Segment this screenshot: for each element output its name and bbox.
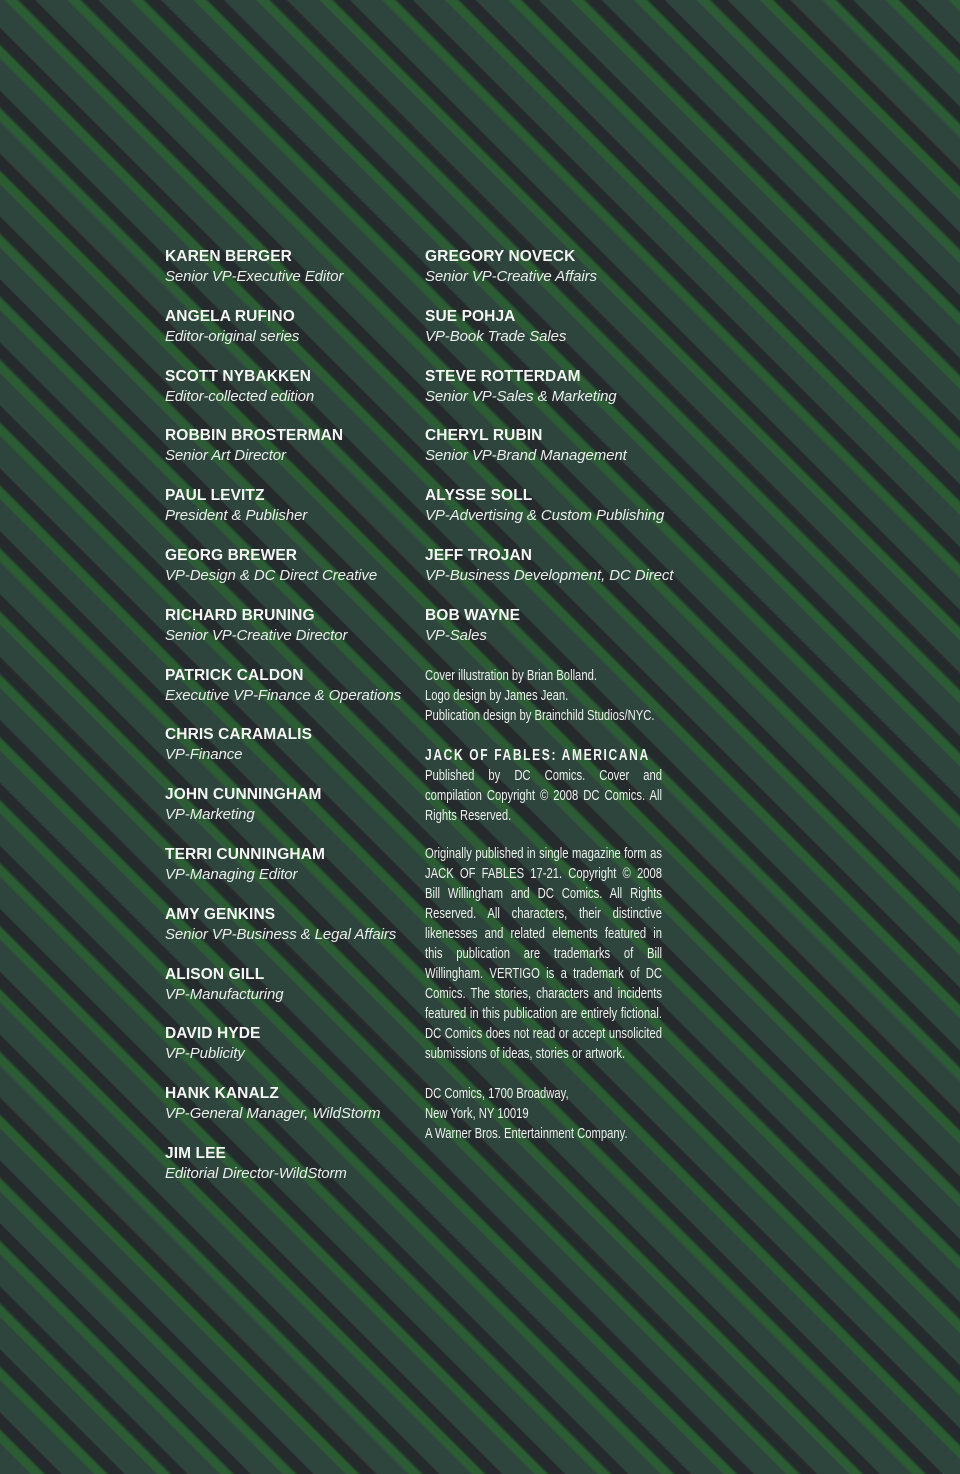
staff-name: TERRI CUNNINGHAM bbox=[165, 845, 326, 863]
staff-credit-entry bbox=[425, 426, 745, 466]
staff-name: HANK KANALZ bbox=[165, 1085, 279, 1103]
staff-title: VP-Publicity bbox=[165, 1045, 245, 1063]
production-credit-line: Logo design by James Jean. bbox=[425, 686, 569, 704]
staff-name: SCOTT NYBAKKEN bbox=[165, 367, 312, 385]
staff-name: ALISON GILL bbox=[165, 965, 265, 983]
staff-credit-entry bbox=[165, 247, 425, 287]
staff-name: BOB WAYNE bbox=[425, 606, 521, 624]
staff-title: VP-Finance bbox=[165, 746, 243, 764]
staff-credit-entry bbox=[165, 606, 425, 646]
staff-title: VP-Advertising & Custom Publishing bbox=[425, 507, 665, 525]
staff-name: STEVE ROTTERDAM bbox=[425, 367, 581, 385]
staff-credit-entry bbox=[165, 546, 425, 586]
staff-name: JEFF TROJAN bbox=[425, 546, 533, 564]
staff-title: Senior VP-Business & Legal Affairs bbox=[165, 925, 397, 943]
staff-credit-entry bbox=[425, 486, 745, 526]
staff-name: CHRIS CARAMALIS bbox=[165, 726, 313, 744]
staff-title: VP-Sales bbox=[425, 626, 487, 644]
staff-name: RICHARD BRUNING bbox=[165, 606, 315, 624]
staff-credit-entry bbox=[425, 546, 745, 586]
staff-name: JIM LEE bbox=[165, 1144, 226, 1162]
production-credits bbox=[425, 666, 662, 726]
staff-credit-entry bbox=[165, 845, 425, 885]
indicia-block bbox=[425, 666, 662, 1144]
staff-name: DAVID HYDE bbox=[165, 1025, 261, 1043]
staff-credit-entry bbox=[165, 1084, 425, 1124]
staff-title: VP-Manufacturing bbox=[165, 985, 284, 1003]
address-line: DC Comics, 1700 Broadway, bbox=[425, 1084, 569, 1102]
staff-credit-entry bbox=[165, 426, 425, 466]
staff-title: Editorial Director-WildStorm bbox=[165, 1164, 347, 1182]
publisher-address bbox=[425, 1084, 662, 1144]
staff-name: AMY GENKINS bbox=[165, 905, 276, 923]
legal-paragraph: Originally published in single magazine form as JACK OF FABLES 17-21. Copyright © 2008 Bill Willingham and DC Comics. All Rights Reserved. All characters, their distinctive likenesses and related elements featured in this publication are trademarks of Bill Willingham. VERTIGO is a trademark of DC Comics. The stories, characters and incidents featured in this publication are entirely fictional. DC Comics does not read or accept unsolicited submissions of ideas, stories or artwork. bbox=[425, 844, 662, 1062]
staff-title: Executive VP-Finance & Operations bbox=[165, 686, 401, 704]
staff-name: JOHN CUNNINGHAM bbox=[165, 786, 322, 804]
staff-title: Editor-original series bbox=[165, 327, 300, 345]
staff-title: VP-Managing Editor bbox=[165, 865, 298, 883]
staff-credit-entry bbox=[165, 1024, 425, 1064]
book-title: JACK OF FABLES: AMERICANA bbox=[425, 746, 650, 764]
staff-title: Senior Art Director bbox=[165, 447, 286, 465]
staff-credit-entry bbox=[425, 247, 745, 287]
staff-title: VP-Marketing bbox=[165, 806, 255, 824]
staff-name: SUE POHJA bbox=[425, 307, 516, 325]
staff-credit-entry bbox=[165, 965, 425, 1005]
staff-title: Senior VP-Executive Editor bbox=[165, 268, 344, 285]
staff-name: CHERYL RUBIN bbox=[425, 427, 543, 445]
staff-credit-entry bbox=[165, 666, 425, 706]
staff-title: VP-Design & DC Direct Creative bbox=[165, 566, 378, 584]
staff-credit-entry bbox=[425, 367, 745, 407]
staff-name: PAUL LEVITZ bbox=[165, 487, 265, 505]
staff-title: Editor-collected edition bbox=[165, 387, 315, 405]
staff-title: VP-Book Trade Sales bbox=[425, 327, 567, 345]
staff-credit-entry bbox=[165, 367, 425, 407]
staff-credit-entry bbox=[165, 486, 425, 526]
staff-credit-entry bbox=[425, 307, 745, 347]
address-line: New York, NY 10019 bbox=[425, 1104, 529, 1122]
staff-credit-entry bbox=[165, 307, 425, 347]
staff-title: VP-General Manager, WildStorm bbox=[165, 1105, 381, 1123]
staff-name: GREGORY NOVECK bbox=[425, 248, 576, 265]
staff-title: Senior VP-Brand Management bbox=[425, 447, 627, 465]
staff-title: Senior VP-Sales & Marketing bbox=[425, 387, 617, 405]
staff-name: PATRICK CALDON bbox=[165, 666, 304, 684]
staff-credits-right-column bbox=[425, 247, 745, 1144]
publication-copyright-paragraph: Published by DC Comics. Cover and compilation Copyright © 2008 DC Comics. All Rights Reserved. bbox=[425, 766, 662, 824]
staff-name: KAREN BERGER bbox=[165, 248, 292, 265]
staff-credit-entry bbox=[165, 785, 425, 825]
address-line: A Warner Bros. Entertainment Company. bbox=[425, 1124, 628, 1142]
staff-credit-entry bbox=[165, 905, 425, 945]
staff-title: President & Publisher bbox=[165, 507, 308, 525]
staff-credit-entry bbox=[165, 1144, 425, 1184]
staff-credits-left-column bbox=[165, 247, 425, 1204]
staff-credit-entry bbox=[165, 725, 425, 765]
staff-name: GEORG BREWER bbox=[165, 546, 298, 564]
staff-name: ANGELA RUFINO bbox=[165, 307, 295, 325]
staff-credit-entry bbox=[425, 606, 745, 646]
staff-title: VP-Business Development, DC Direct bbox=[425, 566, 674, 584]
production-credit-line: Cover illustration by Brian Bolland. bbox=[425, 666, 597, 684]
staff-title: Senior VP-Creative Affairs bbox=[425, 268, 597, 285]
staff-name: ROBBIN BROSTERMAN bbox=[165, 427, 344, 445]
staff-title: Senior VP-Creative Director bbox=[165, 626, 348, 644]
staff-name: ALYSSE SOLL bbox=[425, 487, 533, 505]
production-credit-line: Publication design by Brainchild Studios/NYC. bbox=[425, 706, 655, 724]
